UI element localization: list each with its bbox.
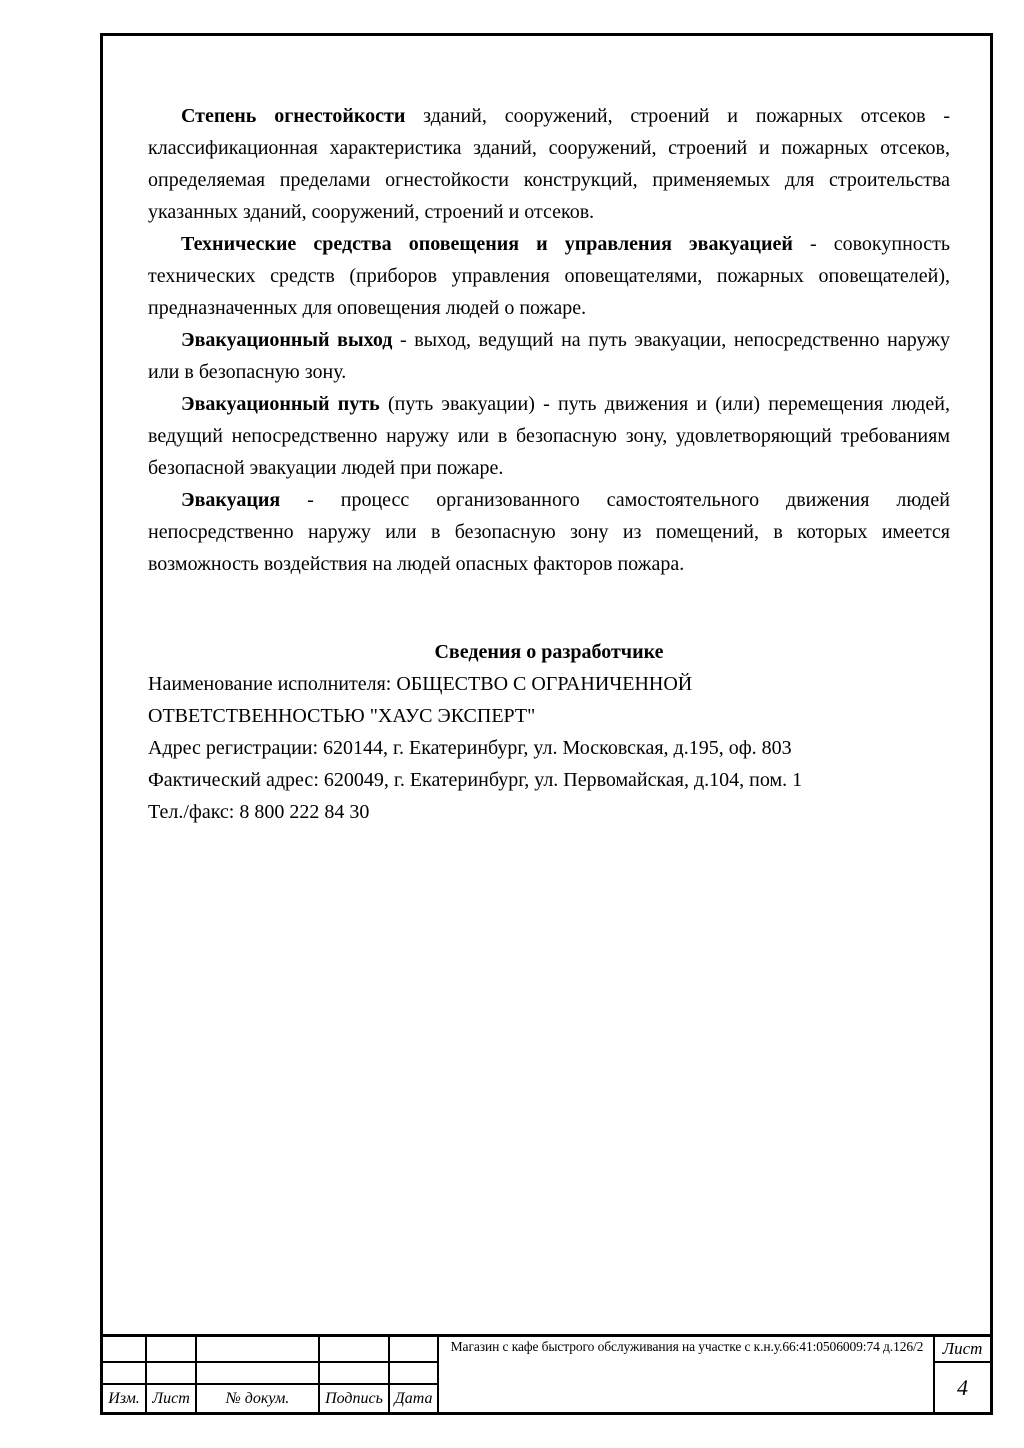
stamp-label-signature: Подпись	[320, 1385, 388, 1412]
term-warning-systems: Технические средства оповещения и управления эвакуацией	[181, 233, 793, 255]
stamp-label-doc-number: № докум.	[197, 1385, 318, 1412]
developer-name-line-2: ОТВЕТСТВЕННОСТЬЮ "ХАУС ЭКСПЕРТ"	[148, 705, 536, 727]
paragraph-evacuation	[148, 484, 950, 580]
developer-registration-address: Адрес регистрации: 620144, г. Екатеринбург, ул. Московская, д.195, оф. 803	[148, 737, 792, 759]
term-evacuation-exit: Эвакуационный выход	[181, 329, 393, 351]
paragraph-warning-systems	[148, 228, 950, 324]
paragraph-evacuation-route	[148, 388, 950, 484]
stamp-label-izm: Изм.	[103, 1385, 145, 1412]
stamp-sheet-number: 4	[935, 1363, 990, 1412]
stamp-label-list: Лист	[147, 1385, 195, 1412]
title-block	[103, 1334, 990, 1412]
stamp-empty-cell	[390, 1363, 437, 1383]
stamp-empty-cell	[197, 1363, 318, 1383]
paragraph-evacuation-exit	[148, 324, 950, 388]
definition-evacuation-route: (путь эвакуации) - путь движения и (или) перемещения людей, ведущий непосредственно наружу или в безопасную зону, удовлетворяющий требованиям безопасной эвакуации людей при пожаре.	[148, 393, 950, 479]
document-body	[103, 36, 990, 1334]
developer-actual-address: Фактический адрес: 620049, г. Екатеринбург, ул. Первомайская, д.104, пом. 1	[148, 769, 803, 791]
developer-name-line-1: Наименование исполнителя: ОБЩЕСТВО С ОГРАНИЧЕННОЙ	[148, 673, 693, 695]
stamp-sheet-section	[935, 1337, 990, 1412]
paragraph-fire-resistance-degree	[148, 100, 950, 228]
stamp-empty-cell	[103, 1337, 145, 1361]
stamp-empty-cell	[320, 1363, 388, 1383]
page-frame	[100, 33, 993, 1415]
stamp-empty-cell	[320, 1337, 388, 1361]
definition-evacuation-exit: - выход, ведущий на путь эвакуации, непосредственно наружу или в безопасную зону.	[148, 329, 950, 383]
term-evacuation-route: Эвакуационный путь	[181, 393, 380, 415]
term-fire-resistance-degree: Степень огнестойкости	[181, 105, 406, 127]
title-block-revision-grid	[103, 1337, 437, 1412]
developer-section-heading: Сведения о разработчике	[434, 641, 664, 663]
developer-phone-fax: Тел./факс: 8 800 222 84 30	[148, 801, 370, 823]
stamp-empty-cell	[390, 1337, 437, 1361]
term-evacuation: Эвакуация	[181, 489, 281, 511]
stamp-empty-cell	[197, 1337, 318, 1361]
stamp-empty-cell	[147, 1337, 195, 1361]
stamp-sheet-label: Лист	[935, 1337, 990, 1361]
definition-fire-resistance-degree: зданий, сооружений, строений и пожарных отсеков - классификационная характеристика зданий, сооружений, строений и пожарных отсеков, определяемая пределами огнестойкости конструкций, применяемых для строительства указанных зданий, сооружений, строений и отсеков.	[148, 105, 950, 223]
definition-warning-systems: - совокупность технических средств (приборов управления оповещателями, пожарных оповещателей), предназначенных для оповещения людей о пожаре.	[148, 233, 951, 319]
stamp-empty-cell	[103, 1363, 145, 1383]
stamp-document-title: Магазин с кафе быстрого обслуживания на участке с к.н.у.66:41:0506009:74 д.126/2	[439, 1337, 933, 1412]
stamp-empty-cell	[147, 1363, 195, 1383]
stamp-label-date: Дата	[390, 1385, 437, 1412]
definition-evacuation: - процесс организованного самостоятельного движения людей непосредственно наружу или в безопасную зону из помещений, в которых имеется возможность воздействия на людей опасных факторов пожара.	[148, 489, 950, 575]
